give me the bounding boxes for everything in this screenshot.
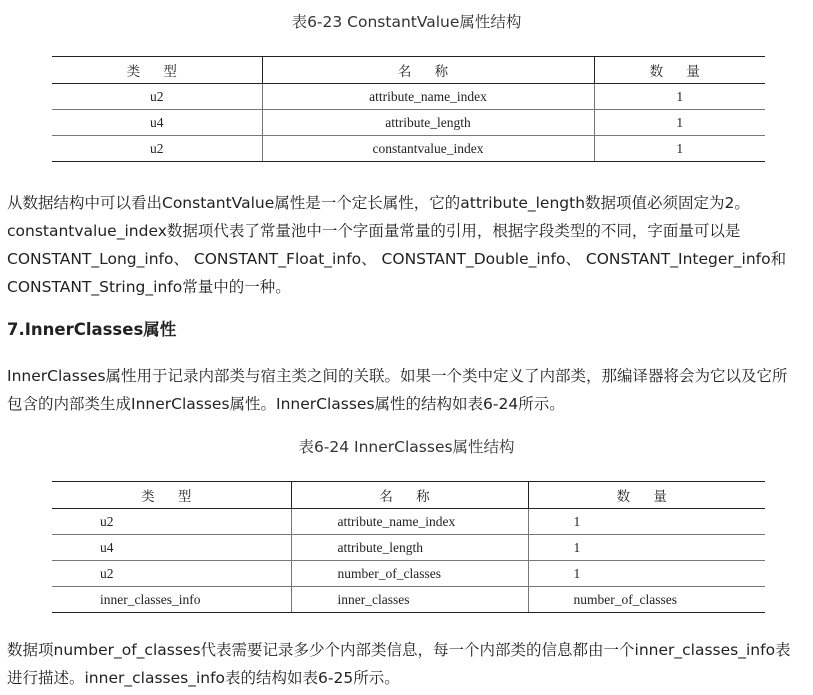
cell-type: u2 (52, 136, 262, 162)
constantvalue-structure-table (52, 56, 765, 162)
cell-type: u4 (52, 110, 262, 136)
header-type: 类 型 (52, 482, 291, 509)
table1-caption: 表6-23 ConstantValue属性结构 (291, 13, 522, 31)
table-header-row (52, 482, 765, 509)
cell-count: 1 (528, 561, 765, 587)
table-header-row (52, 57, 765, 84)
cell-name: attribute_length (262, 110, 594, 136)
cell-count: 1 (594, 110, 765, 136)
cell-name: attribute_name_index (291, 509, 528, 535)
innerclasses-description (7, 362, 811, 418)
cell-type: u2 (100, 513, 114, 529)
table-row (52, 84, 765, 110)
header-name: 名 称 (262, 57, 594, 84)
paragraph-line: CONSTANT_String_info常量中的一种。 (7, 278, 291, 296)
paragraph-line: InnerClasses属性用于记录内部类与宿主类之间的关联。如果一个类中定义了内部类，那编译器将会为它以及它所 (7, 367, 788, 385)
paragraph-line: CONSTANT_Long_info、 CONSTANT_Float_info、 CONSTANT_Double_info、 CONSTANT_Integer_info和 (7, 250, 787, 268)
paragraph-line: 从数据结构中可以看出ConstantValue属性是一个定长属性，它的attribute_length数据项值必须固定为2。 (7, 194, 750, 212)
cell-count: 1 (528, 509, 765, 535)
constantvalue-description (7, 189, 811, 301)
header-count: 数 量 (528, 482, 765, 509)
table-row (52, 110, 765, 136)
header-name: 名 称 (291, 482, 528, 509)
paragraph-line: 包含的内部类生成InnerClasses属性。InnerClasses属性的结构如表6-24所示。 (7, 395, 565, 413)
cell-type: u2 (52, 561, 291, 587)
paragraph-line: 数据项number_of_classes代表需要记录多少个内部类信息，每一个内部类的信息都由一个inner_classes_info表 (7, 641, 791, 659)
header-count: 数 量 (594, 57, 765, 84)
table-row (52, 535, 765, 561)
cell-name: attribute_name_index (262, 84, 594, 110)
cell-count: 1 (594, 84, 765, 110)
cell-name: number_of_classes (291, 561, 528, 587)
cell-name: inner_classes (291, 587, 528, 613)
paragraph-line: constantvalue_index数据项代表了常量池中一个字面量常量的引用，根据字段类型的不同，字面量可以是 (7, 222, 741, 240)
cell-count: number_of_classes (528, 587, 765, 613)
cell-type: u2 (150, 88, 164, 104)
paragraph-line: 进行描述。inner_classes_info表的结构如表6-25所示。 (7, 669, 400, 687)
table-row (52, 509, 765, 535)
cell-type: inner_classes_info (52, 587, 291, 613)
table-row (52, 136, 765, 162)
table-row (52, 561, 765, 587)
cell-count: 1 (594, 136, 765, 162)
cell-type: u4 (52, 535, 291, 561)
cell-name: constantvalue_index (262, 136, 594, 162)
cell-name: attribute_length (291, 535, 528, 561)
number-of-classes-description (7, 636, 811, 692)
section-heading: 7.InnerClasses属性 (7, 320, 177, 339)
cell-count: 1 (528, 535, 765, 561)
table2-caption: 表6-24 InnerClasses属性结构 (298, 438, 515, 456)
header-type: 类 型 (52, 57, 262, 84)
table-row (52, 587, 765, 613)
innerclasses-structure-table (52, 481, 765, 613)
